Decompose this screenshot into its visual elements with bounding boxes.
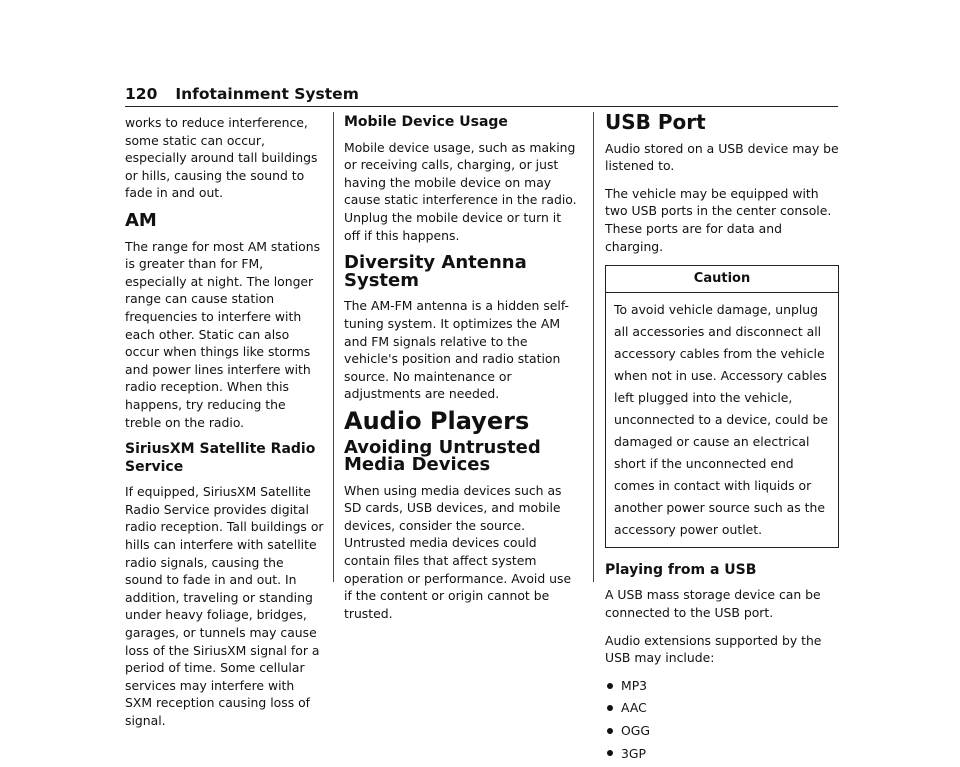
list-item: 3GP [605, 745, 839, 763]
audio-format-list [605, 677, 839, 762]
mobile-device-paragraph: Mobile device usage, such as making or receiving calls, charging, or just having the mobile device on may cause static interference in the radio. Unplug the mobile device or turn it off if this happens. [344, 139, 577, 243]
am-heading: AM [125, 209, 157, 231]
page-header [125, 80, 838, 107]
diversity-antenna-paragraph: The AM-FM antenna is a hidden self-tuning system. It optimizes the AM and FM signals relative to the vehicle's position and radio station source. No maintenance or adjustments are needed. [344, 298, 570, 402]
bullet-icon [607, 705, 613, 711]
playing-usb-paragraph-2: Audio extensions supported by the USB may include: [605, 632, 822, 666]
untrusted-media-heading: Avoiding Untrusted Media Devices [344, 436, 541, 476]
bullet-icon [607, 728, 613, 734]
list-item: AAC [605, 699, 839, 717]
playing-usb-paragraph-1: A USB mass storage device can be connected to the USB port. [605, 587, 821, 620]
bullet-icon [607, 683, 613, 689]
audio-players-heading: Audio Players [344, 406, 530, 435]
list-item: OGG [605, 722, 839, 740]
caution-title: Caution [606, 266, 838, 293]
am-paragraph: The range for most AM stations is greater than for FM, especially at night. The longer range can cause station frequencies to interfere with each other. Static can also occur when things like storms and power lines interfere with radio reception. When this happens, try reducing the treble on the radio. [125, 238, 321, 430]
siriusxm-heading: SiriusXM Satellite Radio Service [125, 441, 316, 475]
intro-paragraph: works to reduce interference, some static can occur, especially around tall buildings or hills, causing the sound to fade in and out. [125, 115, 318, 201]
playing-usb-heading: Playing from a USB [605, 561, 757, 578]
column-right [605, 110, 839, 767]
mobile-device-heading: Mobile Device Usage [344, 114, 508, 130]
column-middle [344, 114, 579, 632]
page-number: 120 [125, 85, 158, 103]
section-title: Infotainment System [175, 85, 359, 103]
column-divider [593, 112, 594, 582]
usb-port-paragraph-1: Audio stored on a USB device may be listened to. [605, 140, 839, 174]
column-divider [333, 112, 334, 582]
siriusxm-paragraph: If equipped, SiriusXM Satellite Radio Service provides digital radio reception. Tall buildings or hills can interfere with satellite radio signals, causing the sound to fade in and out. In addition, traveling or standing under heavy foliage, bridges, garages, or tunnels may cause loss of the SiriusXM signal for a period of time. Some cellular services may interfere with SXM reception causing loss of signal. [125, 484, 324, 728]
caution-box [605, 265, 839, 548]
caution-text: To avoid vehicle damage, unplug all accessories and disconnect all accessory cables from the vehicle when not in use. Accessory cables left plugged into the vehicle, unconnected to a device, could be damaged or cause an electrical short if the unconnected end comes in contact with liquids or another power source such as the accessory power outlet. [614, 301, 828, 537]
list-item: MP3 [605, 677, 839, 695]
bullet-icon [607, 750, 613, 756]
untrusted-media-paragraph: When using media devices such as SD cards, USB devices, and mobile devices, consider the source. Untrusted media devices could contain files that affect system operation or performance. Avoid use if the content or origin cannot be trusted. [344, 482, 572, 621]
column-left [125, 114, 325, 740]
diversity-antenna-heading: Diversity Antenna System [344, 252, 527, 291]
usb-port-heading: USB Port [605, 110, 706, 134]
usb-port-paragraph-2: The vehicle may be equipped with two USB ports in the center console. These ports are for data and charging. [605, 185, 832, 254]
